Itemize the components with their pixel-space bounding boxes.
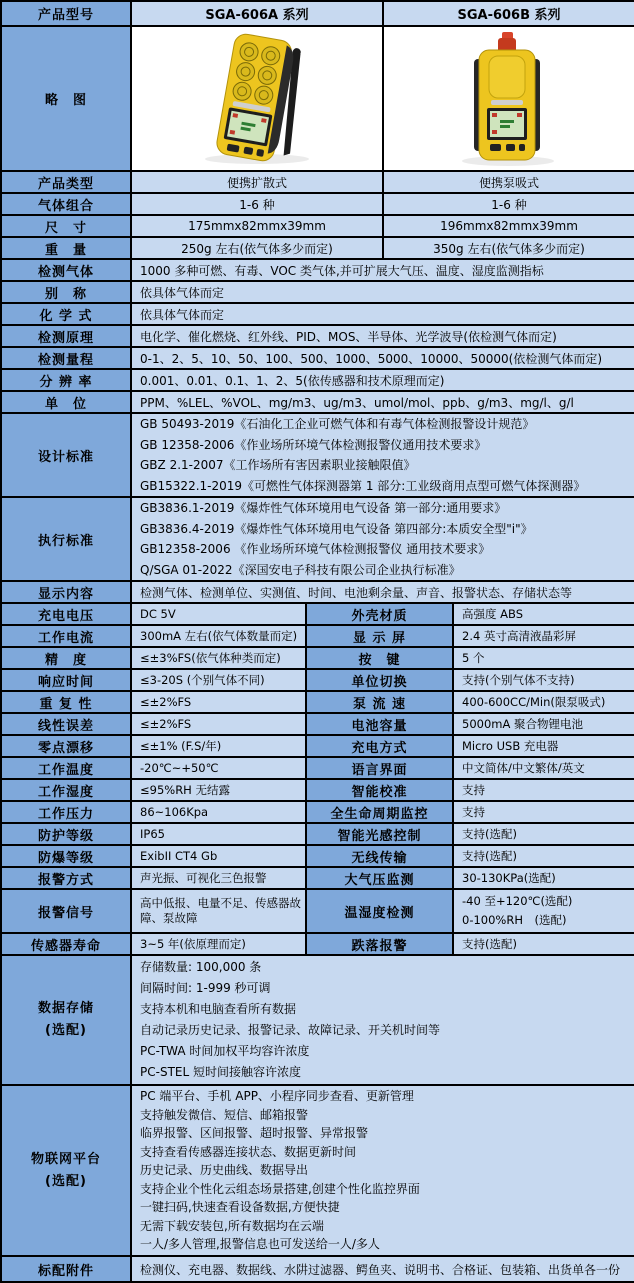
spec-row-label: 单 位 — [2, 392, 132, 414]
sga-606a-device-image — [134, 29, 380, 168]
quad-row-label-1: 响应时间 — [2, 670, 132, 692]
compare-row — [2, 238, 634, 260]
quad-row-label-2: 显 示 屏 — [307, 626, 454, 648]
spec-row-value: 0.001、0.01、0.1、1、2、5(依传感器和技术原理而定) — [132, 370, 634, 392]
quad-row-label-1: 报警信号 — [2, 890, 132, 934]
quad-row — [2, 802, 634, 824]
spec-row-value: 电化学、催化燃烧、红外线、PID、MOS、半导体、光学波导(依检测气体而定) — [132, 326, 634, 348]
series-a-header: SGA-606A 系列 — [132, 2, 384, 27]
quad-row-value-1: 3~5 年(依原理而定) — [132, 934, 307, 956]
quad-row-value-1: ≤3-20S (个别气体不同) — [132, 670, 307, 692]
quad-row-value-1: 声光振、可视化三色报警 — [132, 868, 307, 890]
quad-row-label-2: 无线传输 — [307, 846, 454, 868]
spec-row — [2, 392, 634, 414]
spec-row-label: 检测气体 — [2, 260, 132, 282]
spec-line: 0-100%RH (选配) — [462, 913, 567, 927]
quad-row-value-2: 支持(选配) — [454, 824, 634, 846]
spec-line: 支持触发微信、短信、邮箱报警 — [140, 1107, 309, 1122]
quad-row-label-1: 传感器寿命 — [2, 934, 132, 956]
quad-row-value-1: ≤±1% (F.S/年) — [132, 736, 307, 758]
compare-row-value-b: 350g 左右(依气体多少而定) — [384, 238, 634, 260]
quad-row-value-1: ≤±3%FS(依气体种类而定) — [132, 648, 307, 670]
spec-row-lines — [132, 414, 634, 498]
spec-row — [2, 582, 634, 604]
spec-line: 支持本机和电脑查看所有数据 — [140, 1002, 297, 1016]
row-product-model — [2, 2, 634, 27]
spec-row-label: 检测原理 — [2, 326, 132, 348]
spec-row-value: 检测气体、检测单位、实测值、时间、电池剩余量、声音、报警状态、存储状态等 — [132, 582, 634, 604]
spec-line: 支持查看传感器连接状态、数据更新时间 — [140, 1144, 357, 1159]
quad-row — [2, 736, 634, 758]
spec-row — [2, 326, 634, 348]
block-label-line: 物联网平台 — [30, 1151, 101, 1167]
quad-row-label-2: 电池容量 — [307, 714, 454, 736]
spec-line: 临界报警、区间报警、超时报警、异常报警 — [140, 1126, 369, 1141]
quad-row-value-2: 支持 — [454, 780, 634, 802]
quad-row — [2, 714, 634, 736]
quad-row-value-2: 400-600CC/Min(限泵吸式) — [454, 692, 634, 714]
quad-row-label-2: 充电方式 — [307, 736, 454, 758]
quad-row-label-2: 智能光感控制 — [307, 824, 454, 846]
compare-row-value-b: 196mmx82mmx39mm — [384, 216, 634, 238]
spec-row-value: PPM、%LEL、%VOL、mg/m3、ug/m3、umol/mol、ppb、g/m3、mg/l、g/l — [132, 392, 634, 414]
spec-row — [2, 348, 634, 370]
quad-row-label-2: 全生命周期监控 — [307, 802, 454, 824]
quad-row-label-1: 重 复 性 — [2, 692, 132, 714]
spec-line: GB3836.4-2019《爆炸性气体环境用电气设备 第四部分:本质安全型"i"》 — [140, 521, 533, 536]
spec-line: PC 端平台、手机 APP、小程序同步查看、更新管理 — [140, 1089, 414, 1104]
spec-row — [2, 370, 634, 392]
quad-row — [2, 846, 634, 868]
quad-row-label-2: 按 键 — [307, 648, 454, 670]
quad-row-value-2: Micro USB 充电器 — [454, 736, 634, 758]
spec-row — [2, 260, 634, 282]
spec-row-value: 0-1、2、5、10、50、100、500、1000、5000、10000、50000(依检测气体而定) — [132, 348, 634, 370]
quad-row-label-1: 工作湿度 — [2, 780, 132, 802]
quad-row-value-1: 86~106Kpa — [132, 802, 307, 824]
spec-row-label: 设计标准 — [2, 414, 132, 498]
quad-row-label-1: 防护等级 — [2, 824, 132, 846]
block-row — [2, 956, 634, 1086]
spec-row — [2, 414, 634, 498]
row-accessories — [2, 1257, 634, 1283]
quad-row-value-2: 高强度 ABS — [454, 604, 634, 626]
quad-row-value-1: ≤±2%FS — [132, 692, 307, 714]
compare-row-value-b: 1-6 种 — [384, 194, 634, 216]
quad-row-value-1: ≤±2%FS — [132, 714, 307, 736]
spec-row-label: 分 辨 率 — [2, 370, 132, 392]
compare-row — [2, 216, 634, 238]
spec-line: PC-STEL 短时间接触容许浓度 — [140, 1065, 301, 1079]
spec-row-label: 别 称 — [2, 282, 132, 304]
compare-row-value-a: 175mmx82mmx39mm — [132, 216, 384, 238]
quad-row-label-2: 大气压监测 — [307, 868, 454, 890]
compare-row-label: 重 量 — [2, 238, 132, 260]
spec-line: GB12358-2006 《作业场所环境气体检测报警仪 通用技术要求》 — [140, 542, 491, 556]
quad-row-value-2: 2.4 英寸高清液晶彩屏 — [454, 626, 634, 648]
quad-row — [2, 670, 634, 692]
quad-row-label-1: 工作温度 — [2, 758, 132, 780]
spec-line: GBZ 2.1-2007《工作场所有害因素职业接触限值》 — [140, 458, 416, 472]
spec-line: Q/SGA 01-2022《深国安电子科技有限公司企业执行标准》 — [140, 562, 461, 577]
accessories-label: 标配附件 — [2, 1257, 132, 1283]
quad-row-label-1: 工作电流 — [2, 626, 132, 648]
spec-line: GB3836.1-2019《爆炸性气体环境用电气设备 第一部分:通用要求》 — [140, 501, 507, 515]
quad-row-label-1: 零点漂移 — [2, 736, 132, 758]
block-row-label — [2, 956, 132, 1086]
quad-row-value-1: 300mA 左右(依气体数量而定) — [132, 626, 307, 648]
spec-line: 间隔时间: 1-999 秒可调 — [140, 981, 271, 995]
compare-row-value-a: 250g 左右(依气体多少而定) — [132, 238, 384, 260]
quad-row — [2, 648, 634, 670]
product-model-label: 产品型号 — [2, 2, 132, 27]
quad-row — [2, 604, 634, 626]
quad-row-value-2: 5000mA 聚合物锂电池 — [454, 714, 634, 736]
quad-row — [2, 868, 634, 890]
spec-row-lines — [132, 498, 634, 582]
quad-row-value-1: ExibII CT4 Gb — [132, 846, 307, 868]
compare-row — [2, 194, 634, 216]
compare-row-label: 产品类型 — [2, 172, 132, 194]
quad-row-label-1: 工作压力 — [2, 802, 132, 824]
accessories-value: 检测仪、充电器、数据线、水阱过滤器、鳄鱼夹、说明书、合格证、包装箱、出货单各一份 — [132, 1257, 634, 1283]
sketch-label: 略 图 — [2, 27, 132, 172]
quad-row-label-2: 外壳材质 — [307, 604, 454, 626]
quad-row-label-1: 精 度 — [2, 648, 132, 670]
block-row-lines — [132, 1086, 634, 1257]
quad-row-value-2: 支持(个别气体不支持) — [454, 670, 634, 692]
spec-row — [2, 282, 634, 304]
spec-row-value: 依具体气体而定 — [132, 304, 634, 326]
quad-row-value-2: 5 个 — [454, 648, 634, 670]
quad-row-label-1: 线性误差 — [2, 714, 132, 736]
quad-row-value-1: ≤95%RH 无结露 — [132, 780, 307, 802]
block-label-line: (选配) — [45, 1023, 87, 1038]
quad-row — [2, 780, 634, 802]
quad-row-value-1: DC 5V — [132, 604, 307, 626]
quad-row-label-2: 单位切换 — [307, 670, 454, 692]
row-sketch — [2, 27, 634, 172]
spec-row-value: 1000 多种可燃、有毒、VOC 类气体,并可扩展大气压、温度、湿度监测指标 — [132, 260, 634, 282]
spec-line: GB15322.1-2019《可燃性气体探测器第 1 部分:工业级商用点型可燃气体探测器》 — [140, 478, 586, 493]
spec-line: 历史记录、历史曲线、数据导出 — [140, 1163, 309, 1178]
quad-row-label-2: 跌落报警 — [307, 934, 454, 956]
block-row-lines — [132, 956, 634, 1086]
spec-row-label: 化 学 式 — [2, 304, 132, 326]
compare-row — [2, 172, 634, 194]
quad-row-value-2: 支持(选配) — [454, 934, 634, 956]
block-row-label — [2, 1086, 132, 1257]
spec-row — [2, 498, 634, 582]
device-a-photo-cell — [132, 27, 384, 172]
series-b-header: SGA-606B 系列 — [384, 2, 634, 27]
spec-row — [2, 304, 634, 326]
quad-row — [2, 692, 634, 714]
quad-row — [2, 890, 634, 934]
compare-row-value-a: 便携扩散式 — [132, 172, 384, 194]
quad-row-value-2: 支持(选配) — [454, 846, 634, 868]
spec-row-label: 执行标准 — [2, 498, 132, 582]
block-row — [2, 1086, 634, 1257]
spec-line: 无需下载安装包,所有数据均在云端 — [140, 1218, 324, 1233]
block-label-line: (选配) — [45, 1173, 87, 1189]
quad-row-value-1: 高中低报、电量不足、传感器故障、泵故障 — [132, 890, 307, 934]
compare-row-label: 气体组合 — [2, 194, 132, 216]
quad-row — [2, 758, 634, 780]
quad-row — [2, 934, 634, 956]
quad-row-label-1: 报警方式 — [2, 868, 132, 890]
quad-row-value-2: 中文简体/中文繁体/英文 — [454, 758, 634, 780]
device-b-photo-cell — [384, 27, 634, 172]
quad-row-value-1: -20℃~+50℃ — [132, 758, 307, 780]
spec-line: 支持企业个性化云组态场景搭建,创建个性化监控界面 — [140, 1181, 420, 1196]
quad-row-label-1: 充电电压 — [2, 604, 132, 626]
block-label-line: 数据存储 — [37, 1001, 94, 1016]
spec-line: 存储数量: 100,000 条 — [140, 960, 262, 974]
compare-row-label: 尺 寸 — [2, 216, 132, 238]
spec-line: 一键扫码,快速查看设备数据,方便快捷 — [140, 1200, 340, 1215]
spec-row-value: 依具体气体而定 — [132, 282, 634, 304]
quad-row-value-2: 支持 — [454, 802, 634, 824]
compare-row-value-a: 1-6 种 — [132, 194, 384, 216]
quad-row-label-2: 温湿度检测 — [307, 890, 454, 934]
spec-row-label: 检测量程 — [2, 348, 132, 370]
quad-row-label-2: 泵 流 速 — [307, 692, 454, 714]
quad-row-label-2: 智能校准 — [307, 780, 454, 802]
compare-row-value-b: 便携泵吸式 — [384, 172, 634, 194]
spec-line: GB 50493-2019《石油化工企业可燃气体和有毒气体检测报警设计规范》 — [140, 417, 535, 431]
quad-row-value-1: IP65 — [132, 824, 307, 846]
spec-line: -40 至+120℃(选配) — [462, 894, 573, 908]
spec-line: 一人/多人管理,报警信息也可发送给一人/多人 — [140, 1237, 380, 1252]
quad-row — [2, 824, 634, 846]
quad-row-value-2: 30-130KPa(选配) — [454, 868, 634, 890]
quad-row — [2, 626, 634, 648]
spec-line: GB 12358-2006《作业场所环境气体检测报警仪通用技术要求》 — [140, 437, 487, 452]
sga-606b-device-image — [386, 29, 632, 168]
quad-row-label-1: 防爆等级 — [2, 846, 132, 868]
quad-row-label-2: 语言界面 — [307, 758, 454, 780]
quad-row-value-2 — [454, 890, 634, 934]
spec-line: PC-TWA 时间加权平均容许浓度 — [140, 1044, 310, 1058]
spec-line: 自动记录历史记录、报警记录、故障记录、开关机时间等 — [140, 1023, 441, 1037]
spec-row-label: 显示内容 — [2, 582, 132, 604]
